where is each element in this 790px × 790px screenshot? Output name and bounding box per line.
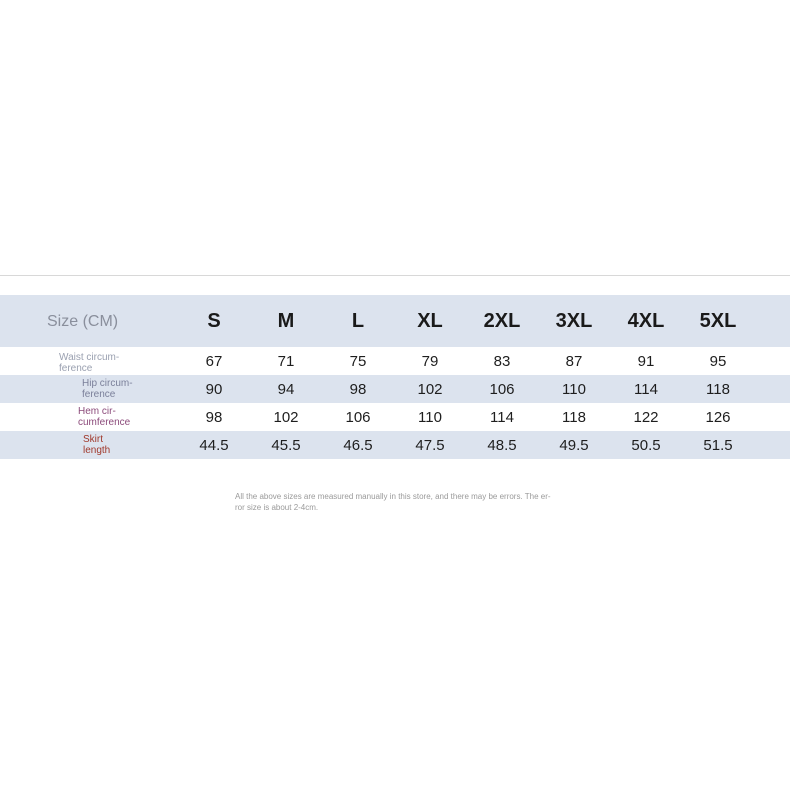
table-cell: 79 [421, 353, 439, 370]
table-cell: 118 [562, 409, 586, 426]
table-cell: 102 [273, 409, 299, 426]
table-row-waist [0, 347, 790, 375]
table-cell: 49.5 [559, 437, 589, 454]
table-cell: 106 [345, 409, 371, 426]
size-unit-label: Size (CM) [47, 313, 119, 330]
size-header-m: M [277, 310, 295, 332]
table-cell: 48.5 [487, 437, 517, 454]
size-table [0, 295, 790, 459]
size-header-5xl: 5XL [699, 310, 737, 332]
table-header-row [0, 295, 790, 347]
table-cell: 50.5 [631, 437, 661, 454]
table-cell: 122 [633, 409, 659, 426]
table-cell: 90 [205, 381, 223, 398]
table-cell: 94 [277, 381, 295, 398]
size-header-4xl: 4XL [627, 310, 665, 332]
divider-line [0, 275, 790, 276]
table-cell: 47.5 [415, 437, 445, 454]
table-cell: 106 [489, 381, 515, 398]
table-cell: 114 [634, 381, 658, 398]
measurement-note: All the above sizes are measured manually in this store, and there may be errors. The er- ror size is about 2-4cm. [235, 492, 551, 512]
table-cell: 44.5 [199, 437, 229, 454]
size-header-xl: XL [417, 310, 443, 332]
table-row-skirt-length [0, 431, 790, 459]
row-label-waist: Waist circum- ference [59, 352, 120, 374]
table-cell: 95 [709, 353, 727, 370]
table-cell: 114 [490, 409, 514, 426]
table-cell: 83 [493, 353, 511, 370]
table-cell: 51.5 [703, 437, 733, 454]
table-cell: 98 [205, 409, 223, 426]
size-header-2xl: 2XL [483, 310, 521, 332]
table-cell: 45.5 [271, 437, 301, 454]
size-header-s: S [207, 310, 221, 332]
size-header-l: L [351, 310, 365, 332]
size-header-3xl: 3XL [555, 310, 593, 332]
table-cell: 46.5 [343, 437, 373, 454]
table-cell: 110 [562, 381, 586, 398]
row-label-skirt-length: Skirt length [83, 434, 111, 456]
table-cell: 71 [277, 353, 295, 370]
table-cell: 67 [205, 353, 223, 370]
table-cell: 98 [349, 381, 367, 398]
table-cell: 118 [706, 381, 730, 398]
table-cell: 110 [418, 409, 442, 426]
row-label-hem: Hem cir- cumference [78, 406, 131, 428]
table-cell: 102 [417, 381, 443, 398]
table-row-hip [0, 375, 790, 403]
table-cell: 126 [705, 409, 731, 426]
table-cell: 75 [349, 353, 367, 370]
table-cell: 91 [637, 353, 655, 370]
table-row-hem [0, 403, 790, 431]
table-cell: 87 [565, 353, 583, 370]
row-label-hip: Hip circum- ference [82, 378, 133, 400]
